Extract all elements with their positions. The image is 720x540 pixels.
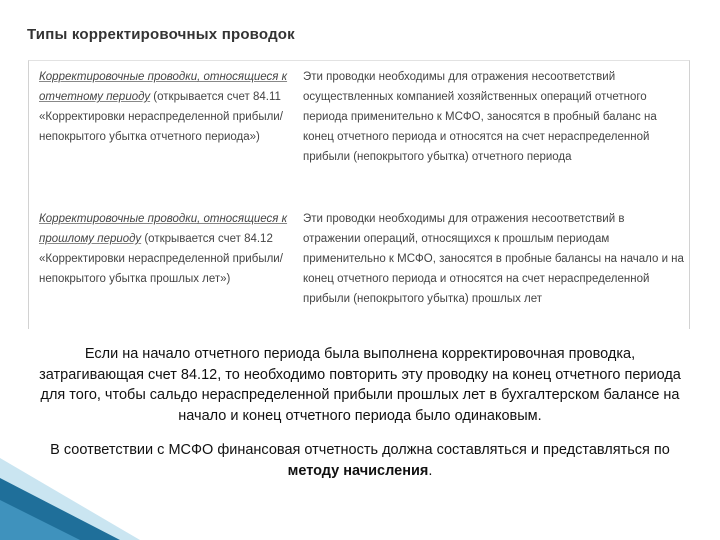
row-account-note: (открывается счет 84.11 «Корректировки нераспределенной прибыли/непокрытого убытка отчетного периода»)	[39, 91, 283, 143]
row-left-cell	[39, 209, 301, 289]
corrections-table	[28, 60, 690, 329]
row-category-label: Корректировочные проводки, относящиеся к прошлому периоду	[39, 213, 288, 245]
corner-decoration	[0, 430, 140, 540]
row-description: Эти проводки необходимы для отражения несоответствий в отражении операций, относящихся к прошлым периодам применительно к МСФО, заносятся в пробные балансы на начало и на конец отчетного периода и относятся на счет нераспределенной прибыли (непокрытого убытка) прошлых лет	[303, 213, 684, 305]
row-description: Эти проводки необходимы для отражения несоответствий осуществленных компанией хозяйственных операций отчетного периода применительно к МСФО, заносятся в пробный баланс на конец отчетного периода и относятся на счет нераспределенной прибыли (непокрытого убытка) отчетного периода	[303, 71, 657, 163]
row-left-cell	[39, 67, 301, 147]
row-category-label: Корректировочные проводки, относящиеся к отчетному периоду	[39, 71, 288, 103]
slide-title: Типы корректировочных проводок	[27, 26, 295, 43]
row-account-note: (открывается счет 84.12 «Корректировки нераспределенной прибыли/непокрытого убытка прошлых лет»)	[39, 233, 283, 285]
accrual-text-end: .	[428, 462, 433, 479]
explanation-paragraph: Если на начало отчетного периода была выполнена корректировочная проводка, затрагивающая счет 84.12, то необходимо повторить эту проводку на конец отчетного периода для того, чтобы сальдо нераспределенной прибыли прошлых лет в бухгалтерском балансе на начало и конец отчетного периода было одинаковым.	[39, 346, 681, 424]
accrual-text: В соответствии с МСФО финансовая отчетность должна составляться и представляться по	[50, 442, 670, 458]
accrual-method-term: методу начисления	[287, 462, 429, 479]
